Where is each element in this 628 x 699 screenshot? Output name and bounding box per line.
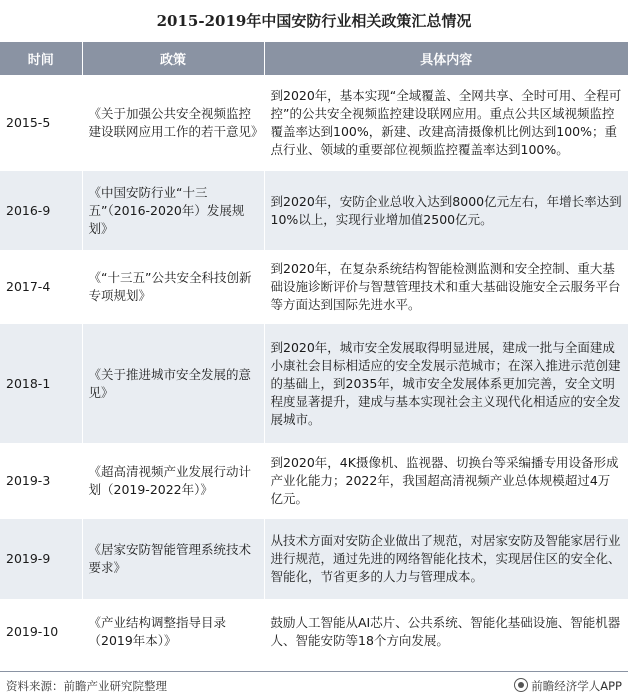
page-title: 2015-2019年中国安防行业相关政策汇总情况 — [156, 12, 472, 30]
header-policy: 政策 — [82, 42, 264, 75]
row-content: 到2020年，安防企业总收入达到8000亿元左右，年增长率达到10%以上，实现行业增加值2500亿元。 — [264, 171, 628, 250]
source-note: 资料来源：前瞻产业研究院整理 — [6, 679, 167, 693]
row-content: 鼓励人工智能从AI芯片、公共系统、智能化基础设施、智能机器人、智能安防等18个方向发展。 — [264, 599, 628, 664]
row-policy: 《居家安防智能管理系统技术要求》 — [82, 519, 264, 599]
brand-text: 前瞻经济学人APP — [531, 679, 622, 693]
row-time: 2019-9 — [0, 519, 82, 599]
row-policy: 《关于推进城市安全发展的意见》 — [82, 324, 264, 443]
table-header-row — [0, 42, 628, 75]
row-policy: 《产业结构调整指导目录（2019年本）》 — [82, 599, 264, 664]
table-row — [0, 324, 628, 443]
row-time: 2019-10 — [0, 599, 82, 664]
row-time: 2015-5 — [0, 75, 82, 171]
row-policy: 《超高清视频产业发展行动计划（2019-2022年）》 — [82, 443, 264, 519]
table-row — [0, 599, 628, 664]
table-row — [0, 171, 628, 250]
row-policy: 《关于加强公共安全视频监控建设联网应用工作的若干意见》 — [82, 75, 264, 171]
row-policy: 《“十三五”公共安全科技创新专项规划》 — [82, 250, 264, 324]
row-content: 到2020年，城市安全发展取得明显进展，建成一批与全面建成小康社会目标相适应的安全发展示范城市；在深入推进示范创建的基础上，到2035年，城市安全发展体系更加完善，安全文明程度显著提升，建成与基本实现社会主义现代化相适应的安全发展城市。 — [264, 324, 628, 443]
header-time: 时间 — [0, 42, 82, 75]
row-policy: 《中国安防行业“十三五”（2016-2020年）发展规划》 — [82, 171, 264, 250]
qianzhan-logo-icon — [514, 678, 528, 692]
row-time: 2017-4 — [0, 250, 82, 324]
row-time: 2016-9 — [0, 171, 82, 250]
row-time: 2018-1 — [0, 324, 82, 443]
header-content: 具体内容 — [264, 42, 628, 75]
row-content: 到2020年，基本实现“全域覆盖、全网共享、全时可用、全程可控”的公共安全视频监控建设联网应用。重点公共区域视频监控覆盖率达到100%，新建、改建高清摄像机比例达到100%；重点行业、领域的重要部位视频监控覆盖率达到100%。 — [264, 75, 628, 171]
brand-label — [514, 678, 622, 694]
row-content: 到2020年，在复杂系统结构智能检测监测和安全控制、重大基础设施诊断评价与智慧管理技术和重大基础设施安全云服务平台等方面达到国际先进水平。 — [264, 250, 628, 324]
table-row — [0, 519, 628, 599]
row-content: 到2020年，4K摄像机、监视器、切换台等采编播专用设备形成产业化能力；2022年，我国超高清视频产业总体规模超过4万亿元。 — [264, 443, 628, 519]
policy-table — [0, 42, 628, 664]
table-row — [0, 443, 628, 519]
footer — [0, 671, 628, 699]
row-time: 2019-3 — [0, 443, 82, 519]
row-content: 从技术方面对安防企业做出了规范，对居家安防及智能家居行业进行规范，通过先进的网络智能化技术，实现居住区的安全化、智能化，节省更多的人力与管理成本。 — [264, 519, 628, 599]
table-row — [0, 75, 628, 171]
table-row — [0, 250, 628, 324]
